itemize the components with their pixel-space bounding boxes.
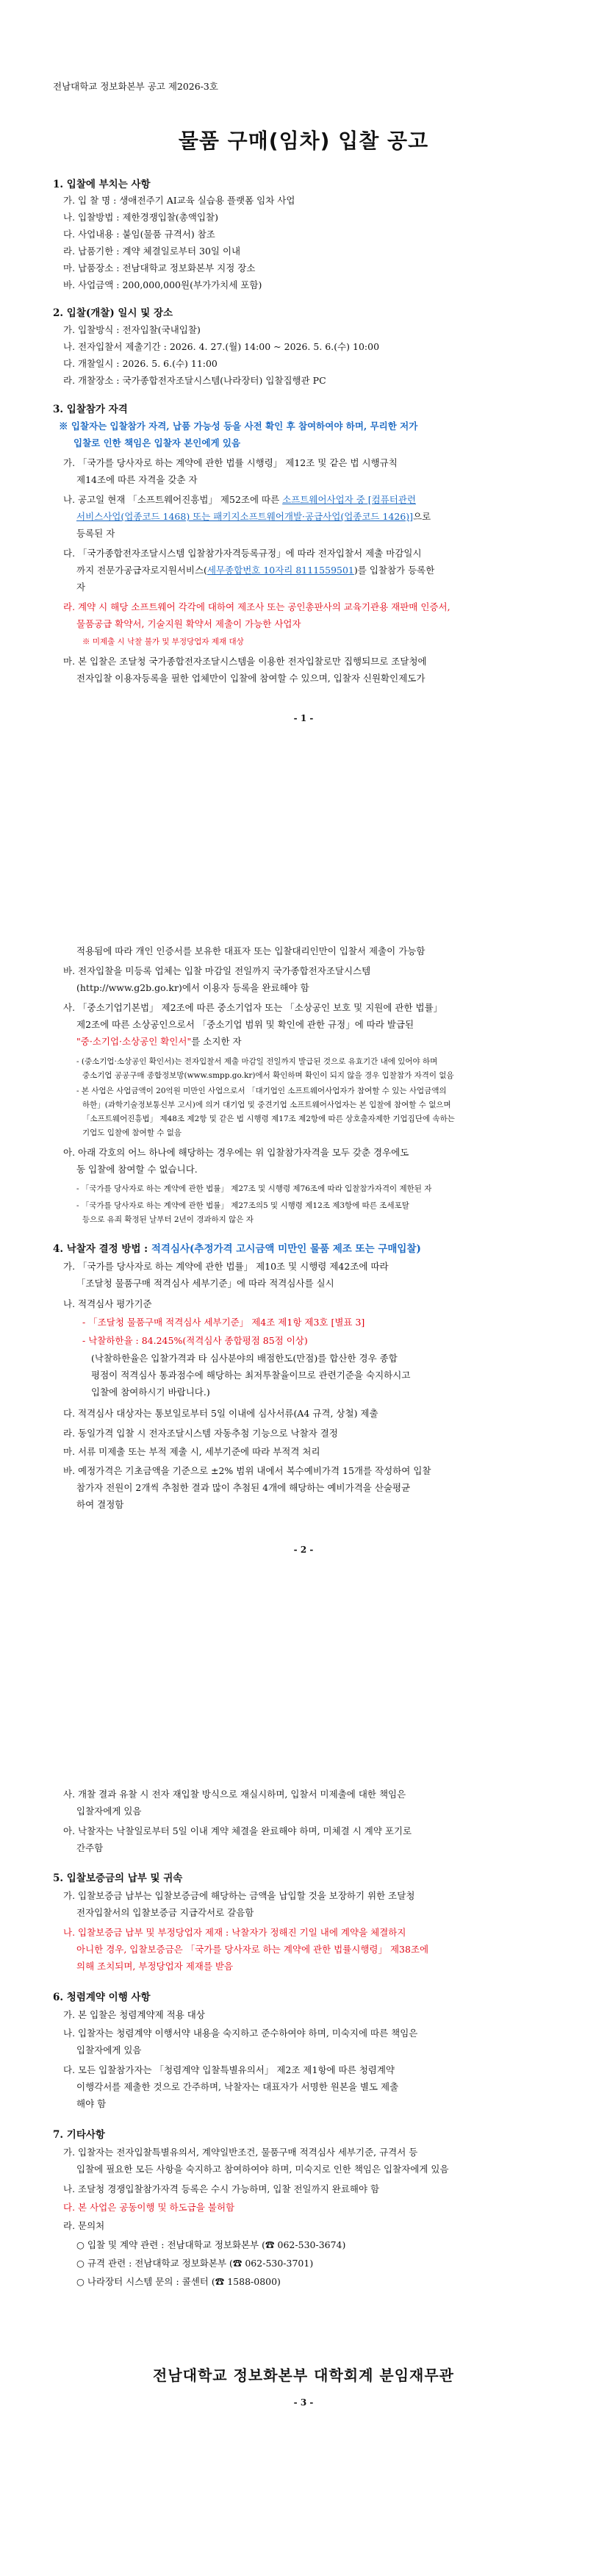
s4-ga: 「조달청 물품구매 적격심사 세부기준」에 따라 적격심사를 실시 <box>76 1278 334 1289</box>
s3-na-highlight: 서비스사업(업종코드 1468) 또는 패키지소프트웨어개발·공급사업(업종코드 1426)] <box>76 511 414 522</box>
section-3-heading: 3. 입찰참가 자격 <box>53 404 128 415</box>
s3-notice: ※ 입찰자는 입찰참가 자격, 납품 가능성 등을 사전 확인 후 참여하여야 하며, 무리한 저가 <box>59 421 418 432</box>
page-number: - 3 - <box>293 2397 314 2408</box>
s1-line: 마. 납품장소 : 전남대학교 정보화본부 지정 장소 <box>63 262 256 273</box>
s3-da-pre: 까지 전문가공급자로지원서비스( <box>76 565 207 576</box>
s3-da-highlight: 세무종합번호 10자리 8111559501 <box>206 565 354 576</box>
s3-a: 아. 아래 각호의 어느 하나에 해당하는 경우에는 위 입찰참가자격을 모두 갖춘 경우에도 <box>63 1147 409 1158</box>
s6-da: 다. 모든 입찰참가자는 「청렴계약 입찰특별유의서」 제2조 제1항에 따른 청렴계약 <box>63 2064 395 2075</box>
section-4-heading <box>53 1243 421 1255</box>
s7-ga: 입찰에 필요한 모든 사항을 숙지하고 참여하여야 하며, 미숙지로 인한 책임은 입찰자에게 있음 <box>76 2164 449 2175</box>
s7-da: 다. 본 사업은 공동이행 및 하도급을 불허함 <box>63 2202 235 2213</box>
s3-ba: (http://www.g2b.go.kr)에서 이용자 등록을 완료해야 함 <box>76 982 309 993</box>
s6-ga: 가. 본 입찰은 청렴계약제 적용 대상 <box>63 2009 205 2020</box>
s3-notice: 입찰로 인한 책임은 입찰자 본인에게 있음 <box>73 437 241 448</box>
s3-a-item: 등으로 유죄 확정된 날부터 2년이 경과하지 않은 자 <box>82 1215 254 1224</box>
s3-ba: 바. 전자입찰을 미등록 업체는 입찰 마감일 전일까지 국가종합전자조달시스템 <box>63 965 371 976</box>
s3-ra-note: ※ 미제출 시 낙찰 불가 및 부정당업자 제재 대상 <box>82 637 244 646</box>
s3-a-item: - 「국가를 당사자로 하는 계약에 관한 법률」 제27조 및 시행령 제76조에 따라 입찰참가자격이 제한된 자 <box>76 1184 432 1193</box>
s3-ga: 가. 「국가를 당사자로 하는 계약에 관한 법률 시행령」 제12조 및 같은 법 시행규칙 <box>63 457 398 468</box>
s4-ga: 가. 「국가를 당사자로 하는 계약에 관한 법률」 제10조 및 시행령 제42조에 따라 <box>63 1261 389 1272</box>
s2-line: 라. 개찰장소 : 국가종합전자조달시스템(나라장터) 입찰집행관 PC <box>63 375 326 386</box>
s3-da: 다. 「국가종합전자조달시스템 입찰참가자격등록규정」에 따라 전자입찰서 제출 마감일시 <box>63 548 422 559</box>
s3-da-post: )를 입찰참가 등록한 <box>353 565 435 576</box>
section-5-heading: 5. 입찰보증금의 납부 및 귀속 <box>53 1872 183 1884</box>
s7-ga: 가. 입찰자는 전자입찰특별유의서, 계약일반조건, 물품구매 적격심사 세부기준, 규격서 등 <box>63 2147 418 2158</box>
s3-small-note: 중소기업 공공구매 종합정보망(www.smpp.go.kr)에서 확인하며 확인이 되지 않을 경우 입찰참가 자격이 없음 <box>82 1071 454 1080</box>
s3-na: 등록된 자 <box>76 528 115 539</box>
s4-na-note: (낙찰하한율은 입찰가격과 타 심사분야의 배점한도(만점)를 합산한 경우 종합 <box>91 1353 398 1364</box>
s1-line: 다. 사업내용 : 붙임(물품 규격서) 참조 <box>63 229 215 240</box>
s4-sa: 입찰자에게 있음 <box>76 1806 142 1817</box>
s4-na-item: - 낙찰하한율 : 84.245%(적격심사 종합평점 85점 이상) <box>82 1335 308 1346</box>
page-number: - 1 - <box>293 713 314 723</box>
s3-a: 동 입찰에 참여할 수 없습니다. <box>76 1164 198 1175</box>
s4-heading-pre: 4. 낙찰자 결정 방법 : <box>53 1243 151 1255</box>
s1-line: 바. 사업금액 : 200,000,000원(부가가치세 포함) <box>63 279 262 290</box>
s3-na-pre: 나. 공고일 현재 「소프트웨어진흥법」 제52조에 따른 <box>63 494 283 505</box>
s4-na-note: 평점이 적격심사 통과점수에 해당하는 최저투찰율이므로 관련기준을 숙지하시고 <box>91 1370 411 1381</box>
s1-line: 가. 입 찰 명 : 생애전주기 AI교육 실습용 플랫폼 임차 사업 <box>63 195 295 206</box>
s3-ma: 마. 본 입찰은 조달청 국가종합전자조달시스템을 이용한 전자입찰로만 집행되므로 조달청에 <box>63 656 427 667</box>
section-7-heading: 7. 기타사항 <box>53 2129 105 2141</box>
s5-ga: 가. 입찰보증금 납부는 입찰보증금에 해당하는 금액을 납입할 것을 보장하기 위한 조달청 <box>63 1890 415 1901</box>
s6-na: 나. 입찰자는 청렴계약 이행서약 내용을 숙지하고 준수하여야 하며, 미숙지에 따른 책임은 <box>63 2028 418 2039</box>
s3-sa-post: 를 소지한 자 <box>191 1036 242 1047</box>
doc-number: 전남대학교 정보화본부 공고 제2026-3호 <box>53 81 218 92</box>
s3-a-item: - 「국가를 당사자로 하는 계약에 관한 법률」 제27조의5 및 시행령 제12조 제3항에 따른 조세포탈 <box>76 1201 409 1210</box>
s4-ba: 참가자 전원이 2개씩 추첨한 결과 많이 추첨된 4개에 해당하는 예비가격을 산술평균 <box>76 1482 411 1493</box>
s3-sa: 제2조에 따른 소상공인으로서 「중소기업 범위 및 확인에 관한 규정」에 따라 발급된 <box>76 1019 414 1030</box>
s4-heading-highlight: 적격심사(추정가격 고시금액 미만인 물품 제조 또는 구매입찰) <box>151 1243 421 1255</box>
s4-na: 나. 적격심사 평가기준 <box>63 1298 152 1309</box>
s5-na: 의해 조치되며, 부정당업자 제재를 받음 <box>76 1961 234 1972</box>
s3-ra: 라. 계약 시 해당 소프트웨어 각각에 대하여 제조사 또는 공인총판사의 교육기관용 재판매 인증서, <box>63 601 450 612</box>
s6-da: 해야 함 <box>76 2098 107 2109</box>
s4-ba: 하여 결정함 <box>76 1499 124 1510</box>
s3-ma-cont: 적용됨에 따라 개인 인증서를 보유한 대표자 또는 입찰대리인만이 입찰서 제출이 가능함 <box>76 945 425 956</box>
s4-ba: 바. 예정가격은 기초금액을 기준으로 ±2% 범위 내에서 복수예비가격 15개를 작성하여 입찰 <box>63 1465 431 1476</box>
section-2-heading: 2. 입찰(개찰) 일시 및 장소 <box>53 307 173 319</box>
s2-line: 나. 전자입찰서 제출기간 : 2026. 4. 27.(월) 14:00 ~ 2026. 5. 6.(수) 10:00 <box>63 341 380 352</box>
s3-small-note: 기업도 입찰에 참여할 수 없음 <box>82 1128 182 1137</box>
s3-small-note: - (중소기업·소상공인 확인서)는 전자입찰서 제출 마감일 전일까지 발급된 것으로 유효기간 내에 있어야 하며 <box>76 1057 438 1066</box>
s5-ga: 전자입찰서의 입찰보증금 지급각서로 갈음함 <box>76 1907 254 1918</box>
contact-item: ○ 나라장터 시스템 문의 : 콜센터 (☎ 1588-0800) <box>76 2276 281 2287</box>
s3-small-note: - 본 사업은 사업금액이 20억원 미만인 사업으로서 「대기업인 소프트웨어사업자가 참여할 수 있는 사업금액의 <box>76 1087 447 1095</box>
s7-ra: 라. 문의처 <box>63 2220 105 2231</box>
s4-a: 간주함 <box>76 1842 104 1853</box>
s4-na-note: 입찰에 참여하시기 바랍니다.) <box>91 1387 210 1398</box>
s6-na: 입찰자에게 있음 <box>76 2044 142 2056</box>
s6-da: 이행각서를 제출한 것으로 간주하며, 낙찰자는 대표자가 서명한 원본을 별도 제출 <box>76 2081 399 2092</box>
s1-line: 나. 입찰방법 : 제한경쟁입찰(총액입찰) <box>63 212 218 223</box>
s1-line: 라. 납품기한 : 계약 체결일로부터 30일 이내 <box>63 246 241 257</box>
s4-da: 다. 적격심사 대상자는 통보일로부터 5일 이내에 심사서류(A4 규격, 상철) 제출 <box>63 1408 378 1419</box>
s3-na-post: 으로 <box>413 511 431 522</box>
s3-sa-highlight: "중·소기업·소상공인 확인서" <box>76 1036 192 1047</box>
s5-na: 아니한 경우, 입찰보증금은 「국가를 당사자로 하는 계약에 관한 법률시행령」 제38조에 <box>76 1944 429 1955</box>
s3-sa: 사. 「중소기업기본법」 제2조에 따른 중소기업자 또는 「소상공인 보호 및 지원에 관한 법률」 <box>63 1002 443 1013</box>
s3-da-line2 <box>76 565 434 576</box>
s3-ga: 제14조에 따른 자격을 갖춘 자 <box>76 474 198 485</box>
s4-na-item: - 「조달청 물품구매 적격심사 세부기준」 제4조 제1항 제3호 [별표 3] <box>82 1317 365 1328</box>
s4-ra: 라. 동일가격 입찰 시 전자조달시스템 자동추첨 기능으로 낙찰자 결정 <box>63 1428 338 1439</box>
contact-item: ○ 입찰 및 계약 관련 : 전남대학교 정보화본부 (☎ 062-530-3674) <box>76 2239 346 2250</box>
s3-na-line1 <box>63 494 416 506</box>
s2-line: 다. 개찰일시 : 2026. 5. 6.(수) 11:00 <box>63 358 218 369</box>
s4-ma: 마. 서류 미제출 또는 부적 제출 시, 세부기준에 따라 부적격 처리 <box>63 1446 320 1457</box>
page-number: - 2 - <box>293 1545 314 1555</box>
s4-a: 아. 낙찰자는 낙찰일로부터 5일 이내 계약 체결을 완료해야 하며, 미체결 시 계약 포기로 <box>63 1825 412 1836</box>
page-title: 물품 구매(임차) 입찰 공고 <box>178 129 429 153</box>
issuer-signature: 전남대학교 정보화본부 대학회계 분임재무관 <box>153 2366 454 2384</box>
s7-na: 나. 조달청 경쟁입찰참가자격 등록은 수시 가능하며, 입찰 전일까지 완료해야 함 <box>63 2183 380 2194</box>
s5-na: 나. 입찰보증금 납부 및 부정당업자 제재 : 낙찰자가 정해진 기일 내에 계약을 체결하지 <box>63 1927 406 1938</box>
section-1-heading: 1. 입찰에 부치는 사항 <box>53 179 151 190</box>
s3-da: 자 <box>76 582 86 593</box>
s3-na-highlight: 소프트웨어사업자 중 [컴퓨터관련 <box>282 494 417 505</box>
contact-item: ○ 규격 관련 : 전남대학교 정보화본부 (☎ 062-530-3701) <box>76 2258 314 2269</box>
s3-na-line2 <box>76 511 431 523</box>
s3-sa-line3 <box>76 1036 242 1048</box>
section-6-heading: 6. 청렴계약 이행 사항 <box>53 1992 151 2003</box>
s3-ma: 전자입찰 이용자등록을 필한 업체만이 입찰에 참여할 수 있으며, 입찰자 신원확인제도가 <box>76 673 425 684</box>
s3-ra: 물품공급 확약서, 기술지원 확약서 제출이 가능한 사업자 <box>76 618 301 629</box>
s3-small-note: 하한」(과학기술정보통신부 고시)에 의거 대기업 및 중견기업 소프트웨어사업자는 본 입찰에 참여할 수 없으며 <box>82 1101 451 1109</box>
s3-small-note: 「소프트웨어진흥법」 제48조 제2항 및 같은 법 시행령 제17조 제2항에 따른 상호출자제한 기업집단에 속하는 <box>82 1115 455 1123</box>
s4-sa: 사. 개찰 결과 유찰 시 전자 재입찰 방식으로 재실시하며, 입찰서 미제출에 대한 책임은 <box>63 1789 406 1800</box>
s2-line: 가. 입찰방식 : 전자입찰(국내입찰) <box>63 324 201 335</box>
